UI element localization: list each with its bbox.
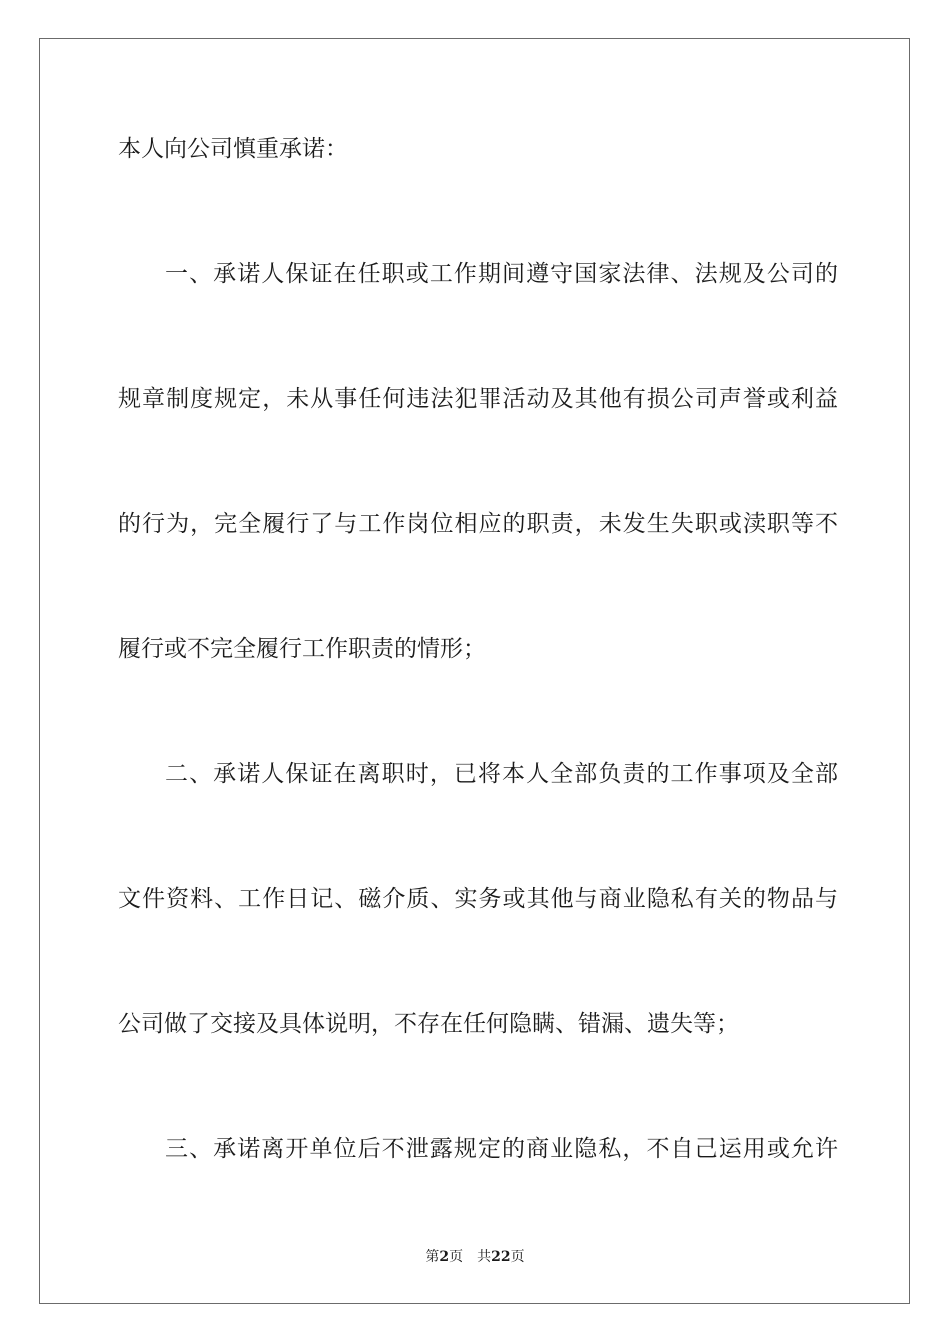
page-border [39, 38, 910, 1304]
clause-one-line-1: 一、承诺人保证在任职或工作期间遵守国家法律、法规及公司的 [165, 261, 838, 287]
clause-two-line-3: 公司做了交接及具体说明，不存在任何隐瞒、错漏、遗失等； [118, 1011, 739, 1037]
total-prefix: 共 [477, 1249, 492, 1265]
total-suffix: 页 [510, 1249, 525, 1265]
page-number: 2 [439, 1249, 450, 1265]
clause-one-line-2: 规章制度规定，未从事任何违法犯罪活动及其他有损公司声誉或利益 [118, 386, 838, 412]
page-suffix: 页 [449, 1249, 464, 1265]
clause-one-line-3: 的行为，完全履行了与工作岗位相应的职责，未发生失职或渎职等不 [118, 511, 838, 537]
clause-two-line-1: 二、承诺人保证在离职时，已将本人全部负责的工作事项及全部 [165, 761, 838, 787]
page-footer [0, 1248, 950, 1266]
clause-one-line-4: 履行或不完全履行工作职责的情形； [118, 636, 486, 662]
total-pages: 22 [491, 1249, 511, 1265]
paragraph-opening-line: 本人向公司慎重承诺： [118, 136, 348, 162]
page-prefix: 第 [425, 1249, 440, 1265]
clause-two-line-2: 文件资料、工作日记、磁介质、实务或其他与商业隐私有关的物品与 [118, 886, 838, 912]
clause-three-line-1: 三、承诺离开单位后不泄露规定的商业隐私，不自己运用或允许 [165, 1136, 838, 1162]
